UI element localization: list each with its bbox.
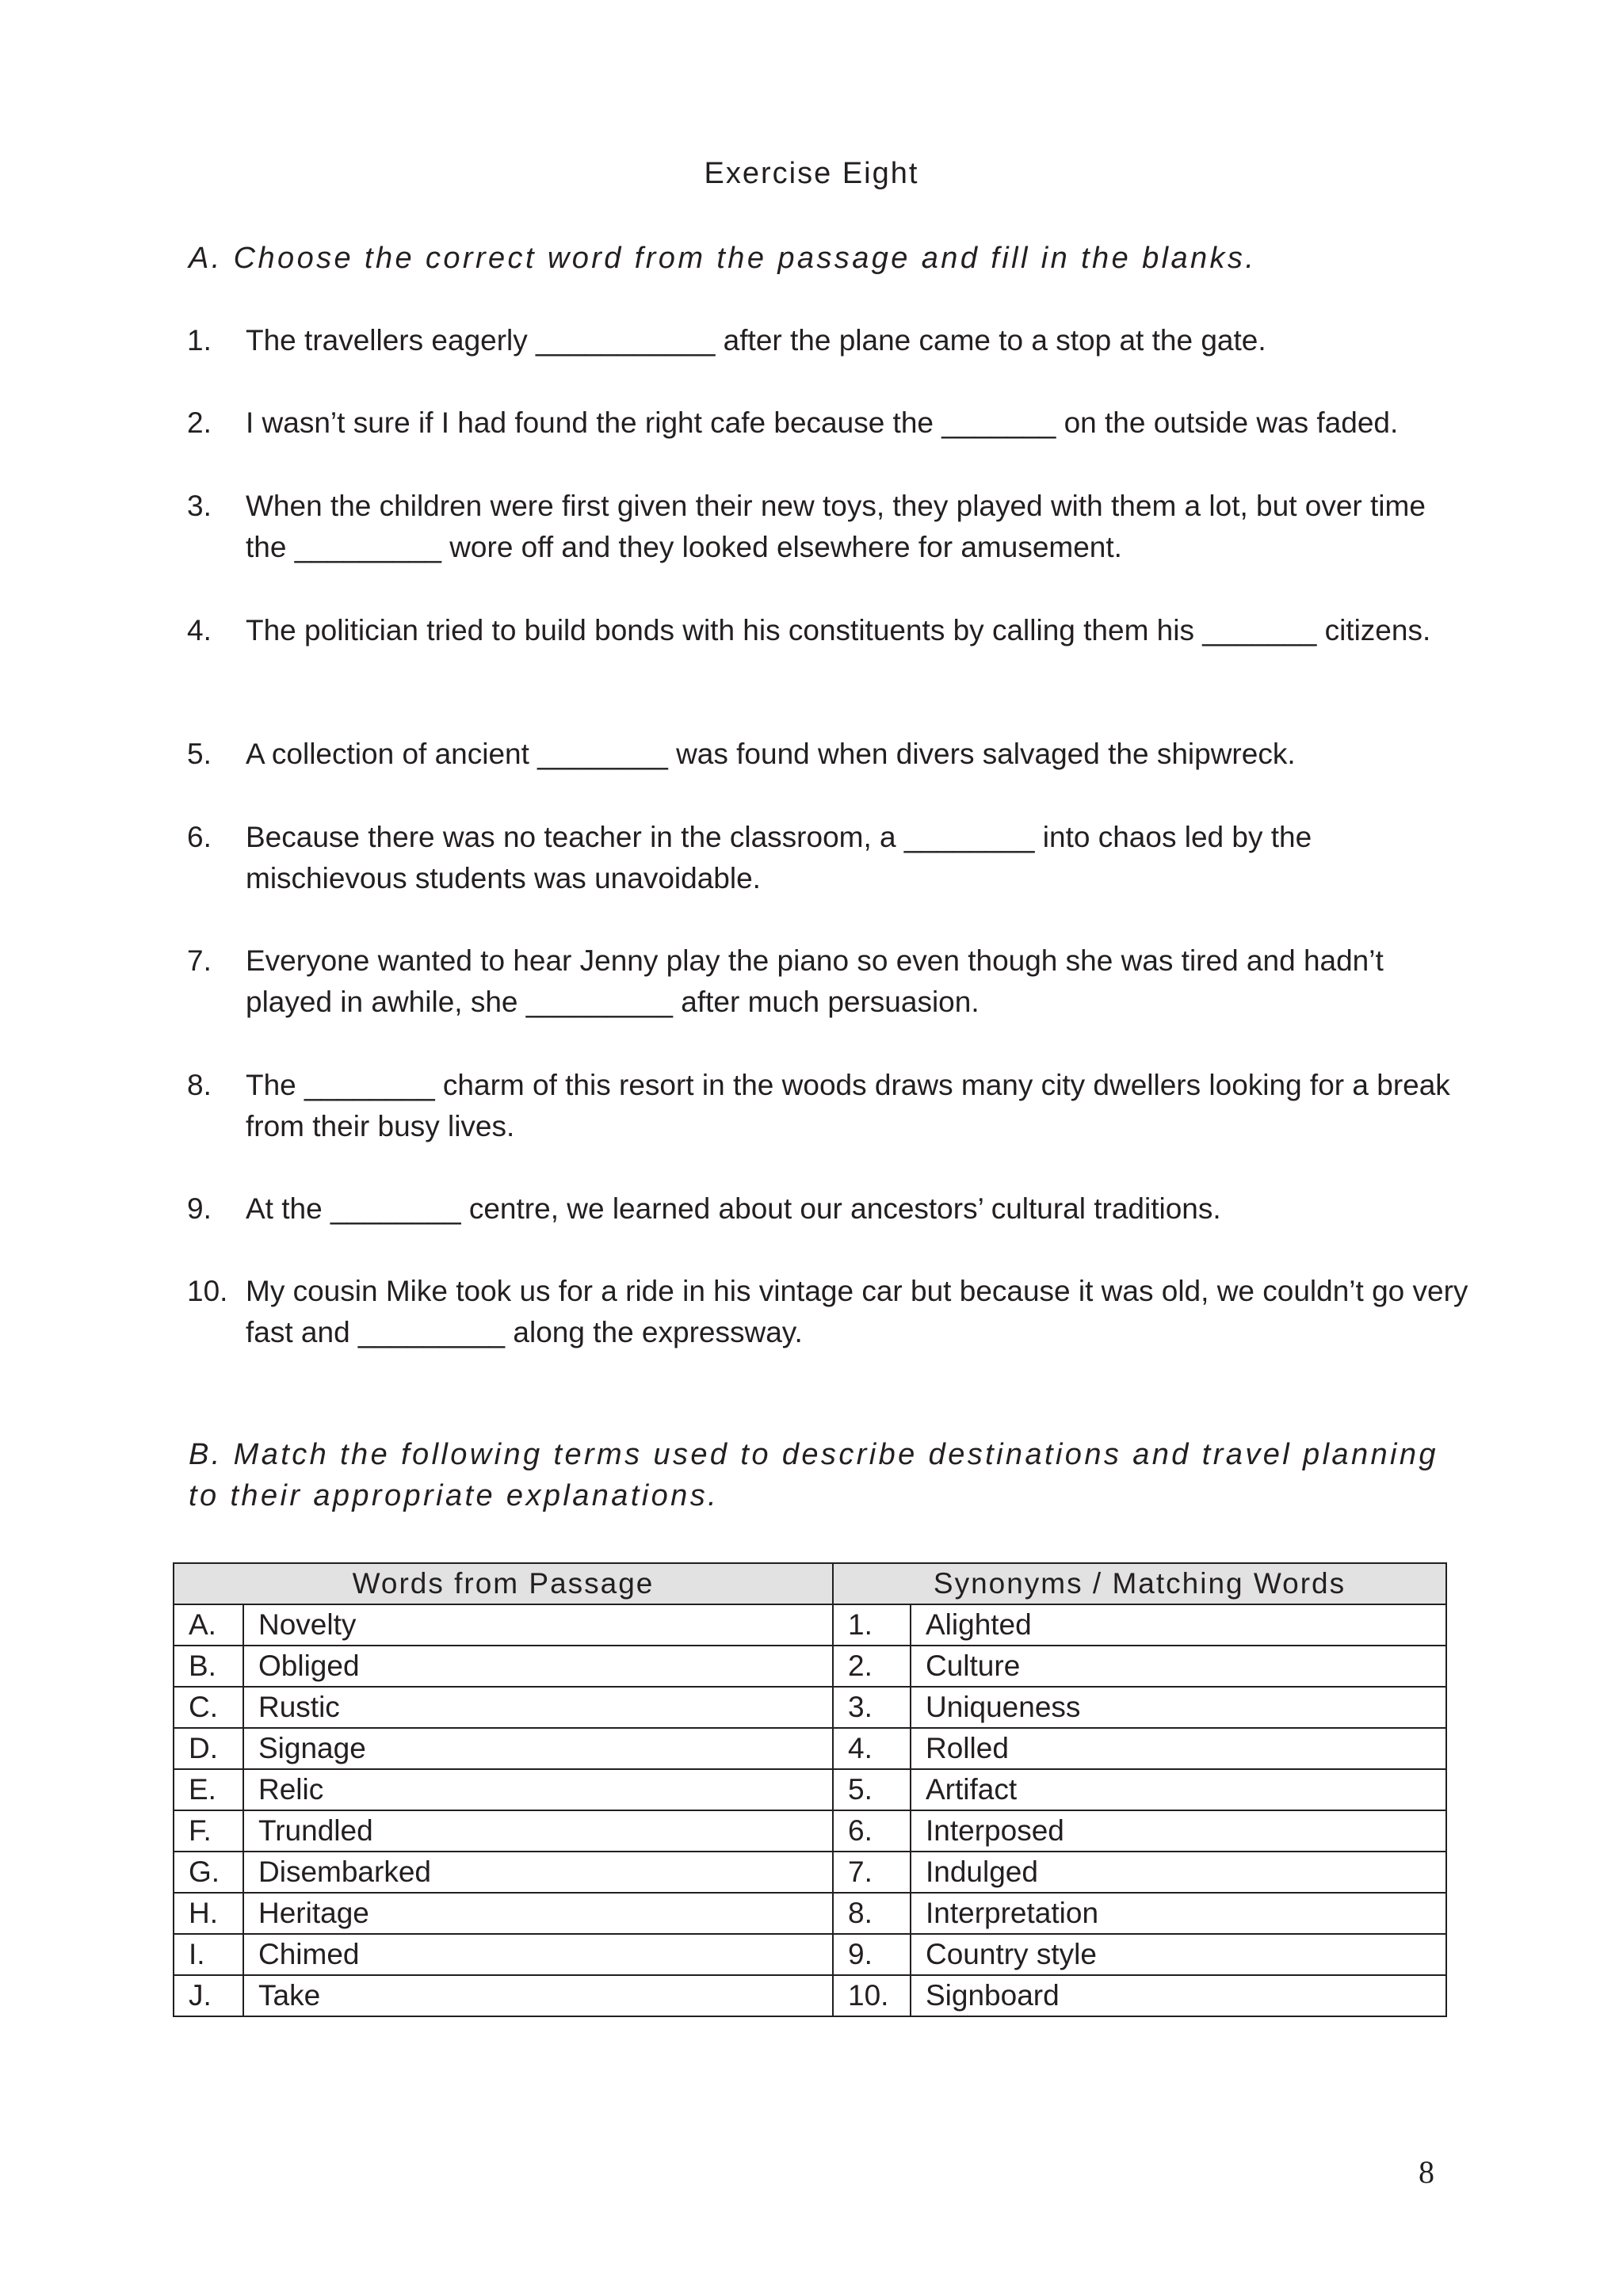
row-word: Heritage [243, 1893, 833, 1934]
table-row [174, 1769, 1446, 1810]
row-match: Signboard [911, 1975, 1446, 2016]
row-word: Novelty [243, 1604, 833, 1646]
table-row [174, 1604, 1446, 1646]
table-header-row [174, 1563, 1446, 1604]
question-number: 10. [187, 1275, 228, 1307]
table-row [174, 1975, 1446, 2016]
row-letter: J. [174, 1975, 243, 2016]
question-number: 1. [187, 324, 212, 357]
table-row [174, 1810, 1446, 1852]
row-match: Artifact [911, 1769, 1446, 1810]
question-item [187, 1188, 1471, 1230]
matching-table [173, 1562, 1447, 2017]
row-letter: B. [174, 1646, 243, 1687]
question-number: 5. [187, 738, 212, 770]
question-text: Everyone wanted to hear Jenny play the piano so even though she was tired and hadn’t played in awhile, she _________ after much persuasion. [246, 944, 1384, 1018]
header-words-from-passage: Words from Passage [174, 1563, 833, 1604]
row-number: 1. [833, 1604, 911, 1646]
row-word: Obliged [243, 1646, 833, 1687]
row-letter: G. [174, 1852, 243, 1893]
row-letter: A. [174, 1604, 243, 1646]
question-number: 2. [187, 406, 212, 439]
row-number: 8. [833, 1893, 911, 1934]
row-number: 3. [833, 1687, 911, 1728]
row-number: 9. [833, 1934, 911, 1975]
table-row [174, 1893, 1446, 1934]
question-text: I wasn’t sure if I had found the right cafe because the _______ on the outside was faded. [246, 406, 1399, 439]
row-match: Uniqueness [911, 1687, 1446, 1728]
row-match: Alighted [911, 1604, 1446, 1646]
question-text: At the ________ centre, we learned about our ancestors’ cultural traditions. [246, 1192, 1221, 1225]
question-item [187, 402, 1471, 444]
question-item [187, 940, 1471, 1023]
row-word: Take [243, 1975, 833, 2016]
table-row [174, 1646, 1446, 1687]
row-letter: F. [174, 1810, 243, 1852]
row-number: 7. [833, 1852, 911, 1893]
row-number: 5. [833, 1769, 911, 1810]
question-text: When the children were first given their new toys, they played with them a lot, but over time the _________ wore off and they looked elsewhere for amusement. [246, 490, 1426, 563]
page-title: Exercise Eight [704, 157, 919, 190]
question-text: The travellers eagerly ___________ after the plane came to a stop at the gate. [246, 324, 1266, 357]
row-match: Rolled [911, 1728, 1446, 1769]
row-letter: C. [174, 1687, 243, 1728]
row-match: Interposed [911, 1810, 1446, 1852]
header-synonyms: Synonyms / Matching Words [833, 1563, 1446, 1604]
question-number: 4. [187, 614, 212, 646]
question-text: The politician tried to build bonds with his constituents by calling them his _______ citizens. [246, 614, 1431, 646]
question-item [187, 817, 1471, 899]
row-word: Relic [243, 1769, 833, 1810]
row-word: Trundled [243, 1810, 833, 1852]
row-word: Signage [243, 1728, 833, 1769]
row-word: Chimed [243, 1934, 833, 1975]
row-letter: E. [174, 1769, 243, 1810]
row-number: 2. [833, 1646, 911, 1687]
row-number: 4. [833, 1728, 911, 1769]
section-b-heading: B. Match the following terms used to describe destinations and travel planning to their appropriate explanations. [189, 1438, 1438, 1512]
question-number: 8. [187, 1069, 212, 1101]
question-text: Because there was no teacher in the classroom, a ________ into chaos led by the mischievous students was unavoidable. [246, 821, 1312, 894]
table-row [174, 1852, 1446, 1893]
row-letter: H. [174, 1893, 243, 1934]
row-match: Country style [911, 1934, 1446, 1975]
question-item [187, 486, 1471, 568]
row-match: Interpretation [911, 1893, 1446, 1934]
question-text: A collection of ancient ________ was found when divers salvaged the shipwreck. [246, 738, 1296, 770]
question-number: 3. [187, 490, 212, 522]
row-word: Disembarked [243, 1852, 833, 1893]
row-word: Rustic [243, 1687, 833, 1728]
table-row [174, 1687, 1446, 1728]
table-row [174, 1934, 1446, 1975]
question-item [187, 1271, 1471, 1353]
question-text: The ________ charm of this resort in the woods draws many city dwellers looking for a break from their busy lives. [246, 1069, 1450, 1142]
question-number: 7. [187, 944, 212, 977]
row-match: Culture [911, 1646, 1446, 1687]
section-a-heading: A. Choose the correct word from the passage and fill in the blanks. [189, 242, 1257, 275]
question-item [187, 1065, 1471, 1147]
question-number: 9. [187, 1192, 212, 1225]
row-number: 10. [833, 1975, 911, 2016]
table-row [174, 1728, 1446, 1769]
question-item [187, 734, 1471, 775]
row-letter: I. [174, 1934, 243, 1975]
row-number: 6. [833, 1810, 911, 1852]
question-item [187, 610, 1471, 651]
row-match: Indulged [911, 1852, 1446, 1893]
row-letter: D. [174, 1728, 243, 1769]
question-text: My cousin Mike took us for a ride in his vintage car but because it was old, we couldn’t go very fast and _________ along the expressway. [246, 1275, 1468, 1348]
page-number: 8 [1419, 2154, 1434, 2190]
question-item [187, 320, 1471, 361]
question-number: 6. [187, 821, 212, 853]
